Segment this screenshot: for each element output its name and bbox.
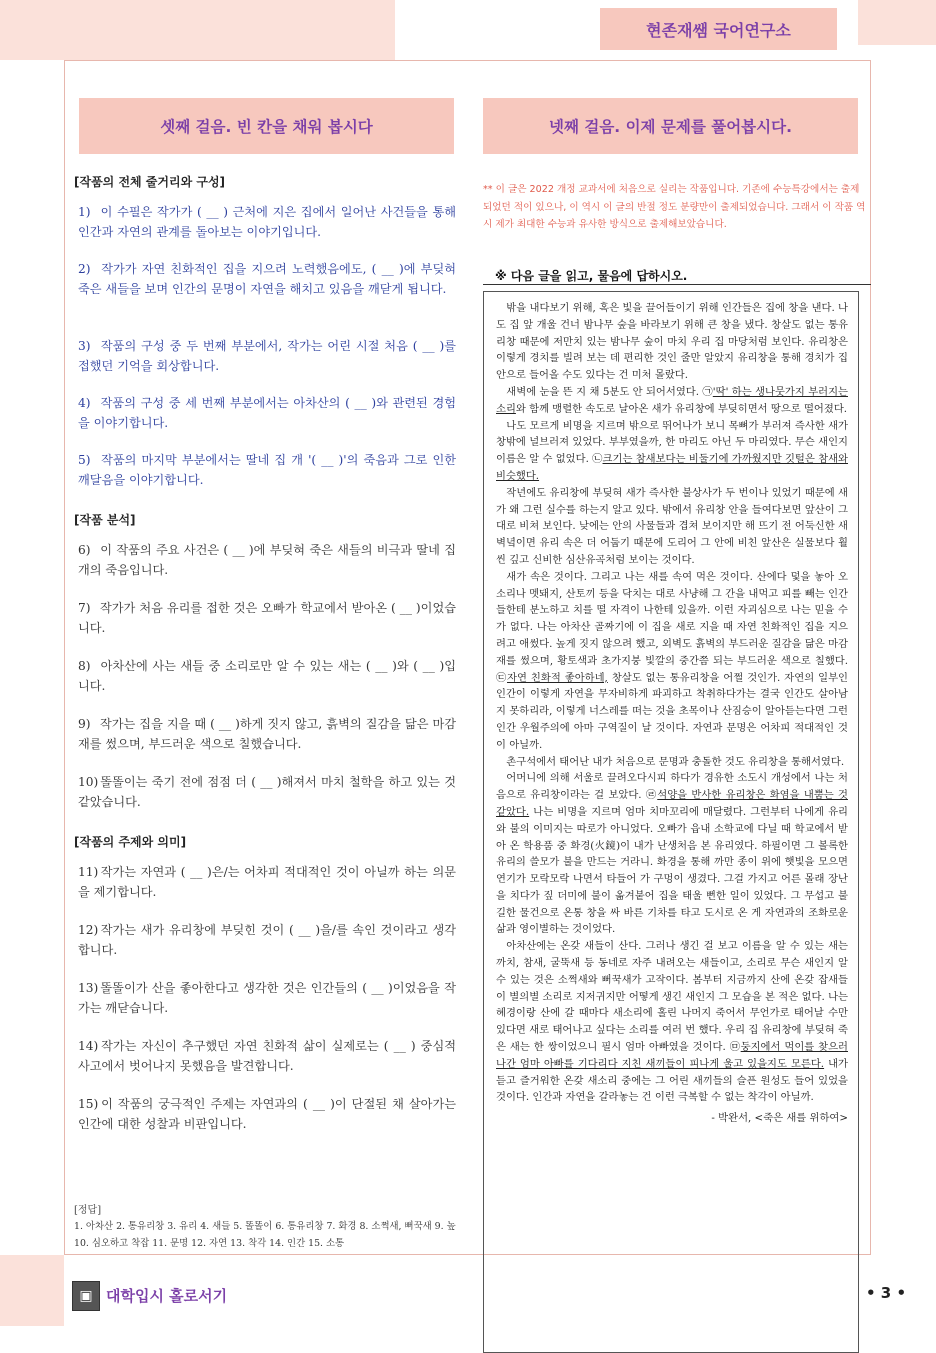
reading-passage [483, 291, 859, 1353]
question-text: 작가는 자연과 ( __ )은/는 어차피 적대적인 것이 아닐까 하는 의문을 제기합니다. [78, 865, 456, 899]
passage-source: - 박완서, <죽은 새를 위하여> [711, 1112, 848, 1125]
question-number: 11) [78, 865, 99, 879]
question-number: 3) [78, 339, 91, 353]
right-column [483, 98, 871, 1125]
passage-paragraph: 새벽에 눈을 뜬 지 채 5분도 안 되어서였다. ㉠'딱' 하는 생나뭇가지 부러지는 소리와 함께 맹렬한 속도로 날아온 새가 유리창에 부딪히면서 땅으로 떨어졌다. [496, 385, 848, 415]
question-text: 작가가 자연 친화적인 집을 지으려 노력했음에도, ( __ )에 부딪혀 죽은 새들을 보며 인간의 문명이 자연을 해치고 있음을 깨닫게 됩니다. [78, 262, 456, 296]
question-text: 이 수필은 작가가 ( __ ) 근처에 지은 집에서 일어난 사건들을 통해 인간과 자연의 관계를 돌아보는 이야기입니다. [78, 205, 457, 239]
question-number: 6) [78, 543, 91, 557]
question-number: 7) [78, 601, 91, 615]
question-item [78, 202, 456, 242]
underlined-phrase-b: 크기는 참새보다는 비둘기에 가까웠지만 깃털은 참새와 비슷했다. [496, 453, 848, 482]
question-item [78, 656, 456, 696]
underlined-phrase-e: 둥지에서 먹이를 찾으러 나간 엄마 아빠를 기다리다 지친 새끼들이 피나게 울고 있을지도 모른다. [496, 1041, 848, 1070]
question-text: 작품의 마지막 부분에서는 딸네 집 개 '( __ )'의 죽음과 그로 인한 깨달음을 이야기합니다. [78, 453, 457, 487]
question-item [78, 598, 456, 638]
question-item [78, 714, 456, 754]
passage-paragraph: 새가 속은 것이다. 그리고 나는 새를 속여 먹은 것이다. 산에다 덫을 놓아 오소리나 멧돼지, 산토끼 등을 닥치는 대로 사냥해 그 간을 내먹고 피를 빼는 인간들한테 분노하고 치를 떨 자격이 나한테 있을까. 이런 자괴심으로 나는 믿을 수가 없다. 나는 아차산 골짜기에 이 집을 새로 지을 때 자연 친화적인 집을 지으려고 애썼다. 높게 짓지 않으려 했고, 외벽도 흙벽의 부드러운 질감을 닮은 마감재를 썼으며, 황토색과 초가지붕 빛깔의 중간쯤 되는 부드러운 색으로 칠했다. ㉢자연 친화적 좋아하네, 창살도 없는 통유리창을 어쩔 것인가. 자연의 일부인 인간이 이렇게 자연을 무자비하게 파괴하고 착취하다가는 결국 인간도 살아남지 못하리라, 이렇게 너스레를 떠는 것을 초목이나 산짐승이 알아듣는다면 그런 인간 우월주의에 아마 구역질이 날 것이다. 자연과 문명은 어차피 적대적인 것이 아닐까. [496, 570, 848, 751]
question-number: 9) [78, 717, 91, 731]
question-number: 8) [78, 659, 91, 673]
category-label-analysis: [작품 분석] [74, 513, 136, 527]
question-text: 작가는 집을 지을 때 ( __ )하게 짓지 않고, 흙벽의 질감을 닮은 마감재를 썼으며, 부드러운 색으로 칠했습니다. [78, 717, 456, 751]
question-text: 이 작품의 주요 사건은 ( __ )에 부딪혀 죽은 새들의 비극과 딸네 집 개의 죽음입니다. [78, 543, 456, 577]
question-item [78, 450, 456, 490]
question-item [78, 259, 456, 299]
passage-paragraph: 나도 모르게 비명을 지르며 밖으로 뛰어나가 보니 목뼈가 부러져 즉사한 새가 창밖에 널브러져 있었다. 부부였을까, 한 마리도 아닌 두 마리였다. 무슨 새인지 이름은 알 수 없었다. ㉡크기는 참새보다는 비둘기에 가까웠지만 깃털은 참새와 비슷했다. [496, 419, 848, 482]
corner-decoration-top-right [858, 0, 936, 45]
left-section-title: 셋째 걸음. 빈 칸을 채워 봅시다 [79, 98, 454, 154]
question-number: 4) [78, 396, 91, 410]
question-text: 작품의 구성 중 세 번째 부분에서는 아차산의 ( __ )와 관련된 경험을 이야기합니다. [78, 396, 457, 430]
question-item [78, 978, 456, 1018]
corner-decoration-top-left [0, 0, 395, 60]
category-label-plot: [작품의 전체 줄거리와 구성] [74, 175, 226, 189]
question-text: 똘똘이가 산을 좋아한다고 생각한 것은 인간들의 ( __ )이었음을 작가는 깨닫습니다. [78, 981, 456, 1015]
underlined-phrase-c: 자연 친화적 좋아하네, [507, 671, 608, 684]
question-text: 작품의 구성 중 두 번째 부분에서, 작가는 어린 시절 처음 ( __ )를 접했던 기억을 회상합니다. [78, 339, 457, 373]
question-number: 1) [78, 205, 91, 219]
question-text: 작가가 처음 유리를 접한 것은 오빠가 학교에서 받아온 ( __ )이었습니다. [78, 601, 457, 635]
question-item [78, 1036, 456, 1076]
brand-label: 현존재쌤 국어연구소 [600, 8, 837, 50]
question-number: 15) [78, 1097, 99, 1111]
passage-paragraph: 촌구석에서 태어난 내가 처음으로 문명과 충돌한 것도 유리창을 통해서였다. [506, 755, 845, 768]
logo-icon: ▣ [72, 1281, 100, 1311]
passage-paragraph: 작년에도 유리창에 부딪혀 새가 즉사한 불상사가 두 번이나 있었기 때문에 새가 왜 그런 실수를 하는지 알고 있다. 밖에서 유리창 안을 들여다보면 앞산이 그대로 비쳐 보인다. 낮에는 안의 사물들과 겹쳐 보이지만 해 뜨기 전 어둑신한 새벽녘이면 유리 속은 더 어둡기 때문에 도리어 그 안에 비친 앞산은 실물보다 훨씬 깊고 신비한 심산유곡처럼 보이는 것이다. [496, 486, 848, 566]
right-section-title: 넷째 걸음. 이제 문제를 풀어봅시다. [483, 98, 858, 154]
underlined-phrase-d: 석양을 반사한 유리창은 화염을 내뿜는 것 같았다. [496, 789, 848, 818]
left-column [74, 98, 459, 1249]
question-text: 똘똘이는 죽기 전에 점점 더 ( __ )해져서 마치 철학을 하고 있는 것 같았습니다. [78, 775, 456, 809]
instruction-text: ※ 다음 글을 읽고, 물음에 답하시오. [495, 269, 688, 283]
question-number: 5) [78, 453, 91, 467]
passage-paragraph: 밖을 내다보기 위해, 혹은 빛을 끌어들이기 위해 인간들은 집에 창을 낸다. 나도 집 앞 개울 건너 밤나무 숲을 바라보기 위해 큰 창을 냈다. 창살도 없는 통유리창 때문에 저만치 있는 밤나무 숲이 마치 우리 집 마당처럼 보인다. 유리창은 이렇게 경치를 빌려 보는 데 편리한 것인 줄만 알았지 유리창을 통해 경치가 집 안으로 들어올 수도 있다는 건 미처 몰랐다. [496, 302, 848, 382]
question-item [78, 540, 456, 580]
question-text: 아차산에 사는 새들 중 소리로만 알 수 있는 새는 ( __ )와 ( __ )입니다. [78, 659, 456, 693]
question-number: 12) [78, 923, 99, 937]
corner-decoration-bottom-left [0, 1255, 64, 1326]
question-number: 13) [78, 981, 99, 995]
question-item [78, 393, 456, 433]
question-item [78, 1094, 456, 1134]
question-item [78, 862, 456, 902]
passage-paragraph: 아차산에는 온갖 새들이 산다. 그러나 생긴 걸 보고 이름을 알 수 있는 새는 까치, 참새, 굴뚝새 등 동네로 자주 내려오는 새들이고, 소리로 무슨 새인지 알 수 있는 것은 소쩍새와 뻐꾹새가 고작이다. 봄부터 지금까지 산에 온갖 잡새들이 별의별 소리로 지저귀지만 어떻게 생긴 새인지 그 모습을 본 적은 없다. 나는 혜경이랑 산에 갈 때마다 새소리에 홀린 나머지 죽어서 무언가로 태어날 수만 있다면 새로 태어나고 싶다는 소리를 여러 번 했다. 우리 집 유리창에 부딪혀 죽은 새는 한 쌍이었으니 필시 엄마 아빠였을 것이다. ㉤둥지에서 먹이를 찾으러 나간 엄마 아빠를 기다리다 지친 새끼들이 피나게 울고 있을지도 모른다. 내가 듣고 즐거워한 온갖 새소리 중에는 그 어린 새끼들의 슬픈 원성도 들어 있었을 것이다. 인간과 자연을 갈라놓는 건 이런 극복할 수 없는 착각이 아닐까. [496, 940, 849, 1104]
underlined-phrase-a: '딱' 하는 생나뭇가지 부러지는 소리 [496, 385, 848, 415]
footer-title: 대학입시 홀로서기 [106, 1287, 228, 1305]
question-text: 이 작품의 궁극적인 주제는 자연과의 ( __ )이 단절된 채 살아가는 인간에 대한 성찰과 비판입니다. [78, 1097, 457, 1131]
question-item [78, 772, 456, 812]
answer-list: 1. 아차산 2. 통유리창 3. 유리 4. 새들 5. 똘똘이 6. 통유리창 7. 화경 8. 소쩍새, 뻐꾹새 9. 높 10. 심오하고 착잡 11. 문명 12. 자연 13. 착각 14. 인간 15. 소통 [74, 1221, 456, 1249]
category-label-theme: [작품의 주제와 의미] [74, 835, 187, 849]
question-item [78, 920, 456, 960]
page-number: • 3 • [866, 1284, 907, 1302]
divider [483, 284, 871, 285]
answer-label: [정답] [74, 1205, 102, 1216]
question-number: 2) [78, 262, 91, 276]
question-number: 14) [78, 1039, 99, 1053]
question-text: 작가는 새가 유리창에 부딪힌 것이 ( __ )을/를 속인 것이라고 생각합니다. [78, 923, 456, 957]
question-item [78, 336, 456, 376]
author-note: ** 이 글은 2022 개정 교과서에 처음으로 실리는 작품입니다. 기존에 수능특강에서는 출제되었던 적이 있으나, 이 역시 이 글의 반절 정도 분량만이 출제되었습니다. 그래서 이 작품 역시 제가 최대한 수능과 유사한 방식으로 출제해보았습니다. [483, 184, 866, 230]
passage-paragraph: 어머니에 의해 서울로 끌려오다시피 하다가 경유한 소도시 개성에서 나는 처음으로 유리창이라는 걸 보았다. ㉣석양을 반사한 유리창은 화염을 내뿜는 것 같았다. 나는 비명을 지르며 엄마 치마꼬리에 매달렸다. 그런부터 나에게 유리와 불의 이미지는 따로가 아니었다. 오빠가 읍내 소학교에 다닐 때 학교에서 받아 온 학용품 중 화경(火鏡)이 내가 난생처음 본 유리였다. 하필이면 그 볼록한 유리의 쓸모가 불을 만드는 거라니. 화경을 통해 까만 종이 위에 햇빛을 모으면 연기가 모락모락 나면서 타들어 가 구멍이 생겼다. 그걸 가지고 어른 몰래 장난을 치다가 짚 더미에 불이 옮겨붙어 집을 태울 뻔한 일이 있었다. 그 무섭고 불길한 물건으로 온통 창을 싸 바른 기차를 타고 도시로 온 게 자연과의 조화로운 삶과 영이별하는 것이었다. [496, 772, 848, 936]
question-text: 작가는 자신이 추구했던 자연 친화적 삶이 실제로는 ( __ ) 중심적 사고에서 벗어나지 못했음을 발견합니다. [78, 1039, 457, 1073]
question-number: 10) [78, 775, 99, 789]
